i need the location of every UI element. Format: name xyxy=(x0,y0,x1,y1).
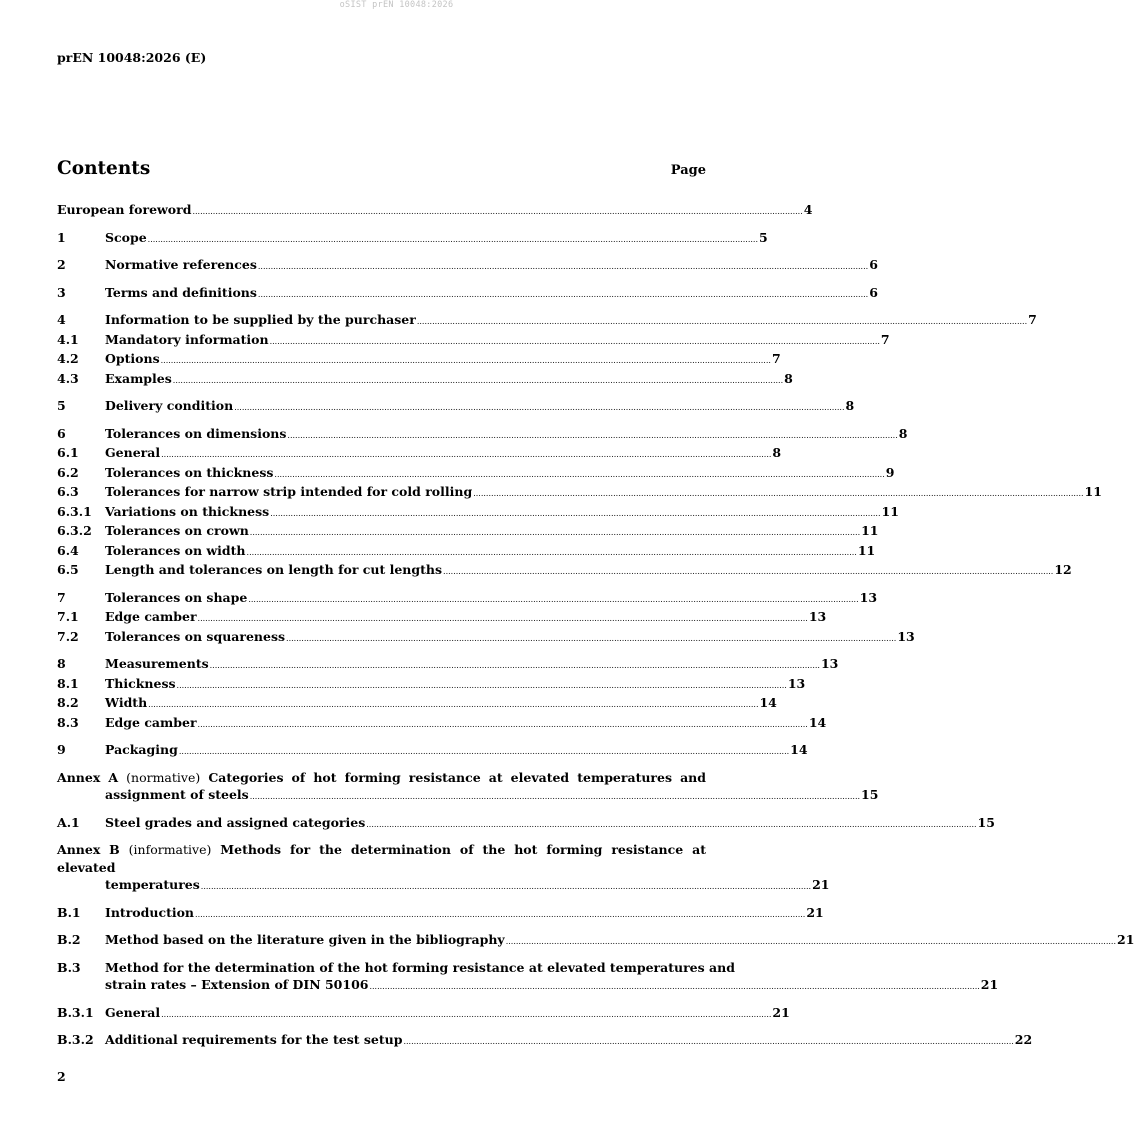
toc-entry[interactable] xyxy=(57,483,1102,503)
toc-main-entries xyxy=(57,201,1102,761)
toc-entry[interactable] xyxy=(57,628,915,648)
toc-entry-title: Tolerances on width xyxy=(105,542,246,558)
leader-dots xyxy=(250,524,860,542)
leader-dots xyxy=(286,630,896,648)
toc-entry-number: 6.3.1 xyxy=(57,503,92,519)
annex-a-label: Annex A xyxy=(57,769,119,785)
leader-dots xyxy=(177,677,787,695)
leader-dots xyxy=(417,313,1027,331)
toc-entry-title: General xyxy=(105,445,161,460)
annex-b-page: 21 xyxy=(812,877,830,892)
toc-entry-page: 13 xyxy=(859,589,878,605)
toc-annex-b-entries xyxy=(57,904,1134,951)
toc-entry[interactable] xyxy=(57,464,895,484)
toc-entry-page: 15 xyxy=(977,814,995,830)
toc-entry-title: Scope xyxy=(105,229,147,245)
toc-entry[interactable] xyxy=(57,201,813,221)
contents-header xyxy=(57,158,706,179)
leader-dots xyxy=(250,788,860,806)
toc-entry[interactable] xyxy=(57,1004,790,1024)
toc-entry-title: Tolerances for narrow strip intended for cold rolling xyxy=(105,484,473,499)
toc-entry-page: 7 xyxy=(880,331,890,347)
toc-entry-number: 2 xyxy=(57,257,66,272)
annex-b-title-line2: temperatures xyxy=(105,877,200,892)
toc-entry-title: Length and tolerances on length for cut lengths xyxy=(105,562,443,577)
leader-dots xyxy=(443,563,1053,581)
toc-entry-page: 8 xyxy=(784,370,793,386)
annex-b-type: (informative) xyxy=(128,842,212,857)
leader-dots xyxy=(148,696,758,714)
toc-entry-number: B.3.2 xyxy=(57,1032,94,1047)
leader-dots xyxy=(161,352,771,370)
toc-entry[interactable] xyxy=(57,1031,1033,1051)
toc-entry-title: Steel grades and assigned categories xyxy=(105,814,366,830)
annex-a-title-line1: Categories of hot forming resistance at elevated temperatures and xyxy=(208,769,707,785)
leader-dots xyxy=(148,231,758,249)
document-id: prEN 10048:2026 (E) xyxy=(57,50,207,65)
toc-entry-number: 7 xyxy=(57,589,66,605)
leader-dots xyxy=(270,333,880,351)
toc-entry-page: 13 xyxy=(820,656,839,671)
toc-entry-number: 8.1 xyxy=(57,675,79,691)
toc-entry-number: 5 xyxy=(57,398,66,413)
leader-dots xyxy=(366,816,976,834)
leader-dots xyxy=(195,906,805,924)
annex-a-page: 15 xyxy=(861,787,879,802)
toc-b3-entries xyxy=(57,1004,1033,1051)
toc-entry[interactable] xyxy=(57,425,908,445)
toc-entry-number: B.3 xyxy=(57,959,81,975)
toc-entry-title: Edge camber xyxy=(105,714,197,730)
toc-entry-page: 8 xyxy=(845,398,855,413)
leader-dots xyxy=(161,1006,771,1024)
toc-entry-page: 11 xyxy=(857,542,876,558)
leader-dots xyxy=(173,372,783,390)
toc-entry-title: Packaging xyxy=(105,742,178,757)
toc-entry[interactable] xyxy=(57,370,793,390)
toc-entry[interactable] xyxy=(57,229,768,249)
b3-title-line2: strain rates – Extension of DIN 50106 xyxy=(105,977,369,992)
toc-entry-number: B.3.1 xyxy=(57,1004,94,1020)
toc-entry-page: 22 xyxy=(1014,1032,1033,1047)
toc-entry-a1[interactable] xyxy=(57,814,995,834)
toc-entry[interactable] xyxy=(57,675,806,695)
leader-dots xyxy=(198,716,808,734)
contents-title: Contents xyxy=(57,158,151,179)
toc-entry-number: 6.3 xyxy=(57,484,79,499)
toc-entry-number: 4.3 xyxy=(57,370,79,386)
toc-entry-number: 6.4 xyxy=(57,542,79,558)
toc-entry-title: Mandatory information xyxy=(105,331,269,347)
toc-entry-page: 21 xyxy=(772,1004,790,1020)
toc-entry-page: 4 xyxy=(803,202,813,217)
toc-entry-title: Edge camber xyxy=(105,609,197,624)
toc-entry-title: Examples xyxy=(105,370,172,386)
toc-entry-page: 8 xyxy=(772,445,782,460)
toc-entry-page: 21 xyxy=(1117,932,1134,947)
annex-b-line1 xyxy=(57,841,706,876)
toc-entry-page: 11 xyxy=(861,523,879,538)
toc-entry-number: 8.3 xyxy=(57,714,79,730)
toc-entry-page: 7 xyxy=(771,351,781,366)
toc-entry-title: Measurements xyxy=(105,656,209,671)
leader-dots xyxy=(161,446,771,464)
toc-entry[interactable] xyxy=(57,397,855,417)
toc-entry-number: 6 xyxy=(57,425,66,441)
toc-entry[interactable] xyxy=(57,503,899,523)
toc-entry-title: Options xyxy=(105,351,160,366)
leader-dots xyxy=(369,978,979,996)
annex-a-line1 xyxy=(57,769,706,787)
toc-entry-title: Terms and definitions xyxy=(105,284,257,300)
annex-b-title-line1: Methods for the determination of the hot forming resistance at elevated xyxy=(57,842,706,875)
leader-dots xyxy=(198,610,808,628)
leader-dots xyxy=(473,485,1083,503)
toc-entry-page: 7 xyxy=(1028,312,1037,327)
toc-entry-page: 21 xyxy=(806,904,824,920)
leader-dots xyxy=(506,933,1116,951)
toc-entry-page: 12 xyxy=(1054,562,1072,577)
toc-entry-title: Thickness xyxy=(105,675,176,691)
toc-entry-title: Delivery condition xyxy=(105,398,234,413)
toc-entry-page: 13 xyxy=(808,609,827,624)
toc-entry[interactable] xyxy=(57,904,824,924)
toc-entry-number: B.2 xyxy=(57,932,81,947)
toc-entry[interactable] xyxy=(57,331,890,351)
leader-dots xyxy=(258,286,868,304)
leader-dots xyxy=(201,878,811,896)
toc-entry-number: 6.3.2 xyxy=(57,523,92,538)
leader-dots xyxy=(274,466,884,484)
leader-dots xyxy=(234,399,844,417)
toc-entry[interactable] xyxy=(57,561,1072,581)
toc-entry[interactable] xyxy=(57,284,878,304)
leader-dots xyxy=(210,657,820,675)
toc-entry-page: 14 xyxy=(790,742,808,757)
leader-dots xyxy=(248,591,858,609)
toc-entry-title: Normative references xyxy=(105,257,257,272)
toc-entry[interactable] xyxy=(57,741,808,761)
toc-entry-page: 5 xyxy=(758,229,768,245)
leader-dots xyxy=(192,203,802,221)
toc-entry-title: Additional requirements for the test setup xyxy=(105,1032,403,1047)
toc-entry-page: 11 xyxy=(1084,484,1102,499)
leader-dots xyxy=(247,544,857,562)
footer-page-number: 2 xyxy=(57,1069,66,1084)
annex-a-type: (normative) xyxy=(126,769,201,785)
toc-entry-page: 6 xyxy=(869,284,878,300)
watermark: oSIST prEN 10048:2026 xyxy=(339,0,454,10)
toc-entry-page: 11 xyxy=(881,503,899,519)
annex-b-label: Annex B xyxy=(57,842,120,857)
toc-entry-page: 8 xyxy=(898,425,908,441)
toc-entry-page: 14 xyxy=(808,714,827,730)
toc-entry[interactable] xyxy=(57,931,1134,951)
toc-entry-number: 4.1 xyxy=(57,331,79,347)
toc-entry-page: 14 xyxy=(759,695,777,710)
toc-entry-title: Tolerances on dimensions xyxy=(105,425,287,441)
toc-entry-title: Method based on the literature given in the bibliography xyxy=(105,932,505,947)
toc-entry[interactable] xyxy=(57,714,827,734)
toc-entry-title: Tolerances on squareness xyxy=(105,628,286,644)
toc-entry-number: A.1 xyxy=(57,814,80,830)
toc-entry-number: 6.2 xyxy=(57,464,79,480)
leader-dots xyxy=(403,1033,1013,1051)
toc-entry-title: Tolerances on crown xyxy=(105,523,249,538)
toc-entry-number: 7.1 xyxy=(57,609,79,624)
toc-entry-number: 4 xyxy=(57,312,66,327)
toc-entry[interactable] xyxy=(57,608,827,628)
toc-entry[interactable] xyxy=(57,589,878,609)
toc-entry[interactable] xyxy=(57,542,876,562)
leader-dots xyxy=(258,258,868,276)
toc-entry-page: 13 xyxy=(787,675,806,691)
toc-entry-number: 9 xyxy=(57,742,66,757)
toc-entry-number: 1 xyxy=(57,229,66,245)
leader-dots xyxy=(179,743,789,761)
toc-entry-page: 9 xyxy=(885,464,895,480)
toc-entry[interactable] xyxy=(57,256,878,276)
toc-entry-number: 6.1 xyxy=(57,445,79,460)
toc-entry[interactable] xyxy=(57,444,782,464)
toc-entry-number: 8 xyxy=(57,656,66,671)
leader-dots xyxy=(270,505,880,523)
toc-entry[interactable] xyxy=(57,655,839,675)
toc-entry[interactable] xyxy=(57,350,781,370)
toc-entry-number: 7.2 xyxy=(57,628,79,644)
toc-entry-title: Tolerances on thickness xyxy=(105,464,274,480)
toc-entry-b3[interactable] xyxy=(57,959,999,996)
toc-entry-title: Introduction xyxy=(105,904,195,920)
toc-entry-page: 13 xyxy=(897,628,915,644)
leader-dots xyxy=(287,427,897,445)
toc-entry-page: 6 xyxy=(869,257,878,272)
toc-entry-title: Width xyxy=(105,695,148,710)
toc-entry-title: Variations on thickness xyxy=(105,503,270,519)
b3-page: 21 xyxy=(980,977,999,992)
toc-entry-number: B.1 xyxy=(57,904,81,920)
toc-entry[interactable] xyxy=(57,311,1037,331)
toc-entry-title: General xyxy=(105,1004,161,1020)
b3-title-line1: Method for the determination of the hot forming resistance at elevated temperatures and xyxy=(105,959,735,975)
toc-entry-annex-a[interactable] xyxy=(57,769,879,806)
toc-entry-title: European foreword xyxy=(57,202,192,217)
toc-entry-number: 8.2 xyxy=(57,695,79,710)
annex-a-title-line2: assignment of steels xyxy=(105,787,249,802)
toc-entry-number: 3 xyxy=(57,284,66,300)
table-of-contents xyxy=(57,201,1134,1051)
toc-entry[interactable] xyxy=(57,694,777,714)
page-column-label: Page xyxy=(670,163,706,178)
toc-entry[interactable] xyxy=(57,522,879,542)
toc-entry-annex-b[interactable] xyxy=(57,841,830,896)
toc-entry-title: Tolerances on shape xyxy=(105,589,248,605)
toc-entry-number: 4.2 xyxy=(57,351,79,366)
toc-entry-title: Information to be supplied by the purchaser xyxy=(105,312,416,327)
toc-entry-number: 6.5 xyxy=(57,562,79,577)
